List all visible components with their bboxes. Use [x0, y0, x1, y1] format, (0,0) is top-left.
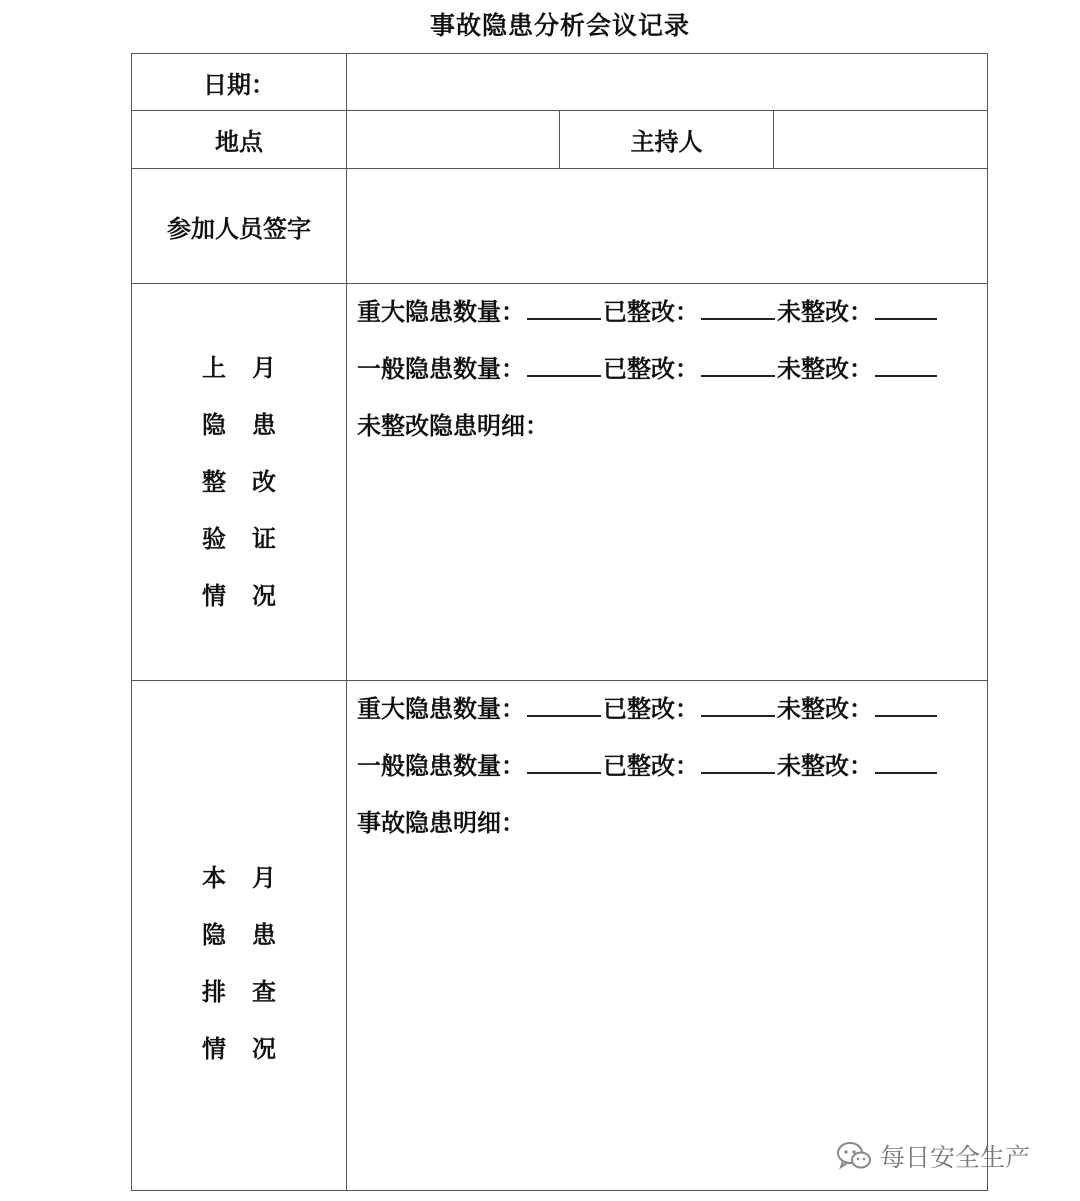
last-month-content-cell: [346, 283, 988, 680]
last-month-detail-label: 未整改隐患明细：: [357, 411, 549, 440]
page-title: 事故隐患分析会议记录: [429, 11, 690, 40]
last-month-general-count-field[interactable]: [527, 353, 601, 377]
this-month-detail-label: 事故隐患明细：: [357, 808, 525, 837]
this-month-major-count-field[interactable]: [527, 693, 601, 717]
this-month-major-line: 重大隐患数量： 已整改： 未整改：: [357, 693, 939, 725]
last-month-major-line: 重大隐患数量： 已整改： 未整改：: [357, 296, 939, 328]
wechat-icon: [836, 1141, 872, 1171]
location-label: 地点: [215, 127, 263, 156]
last-month-major-rectified-field[interactable]: [701, 296, 775, 320]
watermark-text: 每日安全生产: [880, 1143, 1031, 1172]
last-month-major-count-field[interactable]: [527, 296, 601, 320]
date-label-cell: [131, 53, 346, 110]
this-month-general-count-field[interactable]: [527, 750, 601, 774]
this-month-general-unrectified-field[interactable]: [875, 750, 937, 774]
last-month-general-unrectified-field[interactable]: [875, 353, 937, 377]
last-month-major-unrectified-field[interactable]: [875, 296, 937, 320]
attendees-signature-cell[interactable]: [346, 168, 988, 283]
this-month-label: 本 月 隐 患 排 查 情 况: [202, 863, 276, 1063]
host-label: 主持人: [630, 127, 703, 156]
this-month-general-rectified-field[interactable]: [701, 750, 775, 774]
last-month-label: 上 月 隐 患 整 改 验 证 情 况: [202, 353, 276, 610]
this-month-major-unrectified-field[interactable]: [875, 693, 937, 717]
host-label-cell: [559, 110, 773, 168]
watermark: [836, 1136, 1030, 1176]
last-month-general-rectified-field[interactable]: [701, 353, 775, 377]
location-value-cell[interactable]: [346, 110, 559, 168]
this-month-major-rectified-field[interactable]: [701, 693, 775, 717]
date-value-cell[interactable]: [346, 53, 988, 110]
location-label-cell: [131, 110, 346, 168]
attendees-label: 参加人员签字: [167, 213, 311, 243]
attendees-label-cell: [131, 168, 346, 283]
date-label: 日期：: [203, 69, 275, 99]
this-month-general-line: 一般隐患数量： 已整改： 未整改：: [357, 750, 939, 782]
host-value-cell[interactable]: [773, 110, 988, 168]
last-month-general-line: 一般隐患数量： 已整改： 未整改：: [357, 353, 939, 385]
